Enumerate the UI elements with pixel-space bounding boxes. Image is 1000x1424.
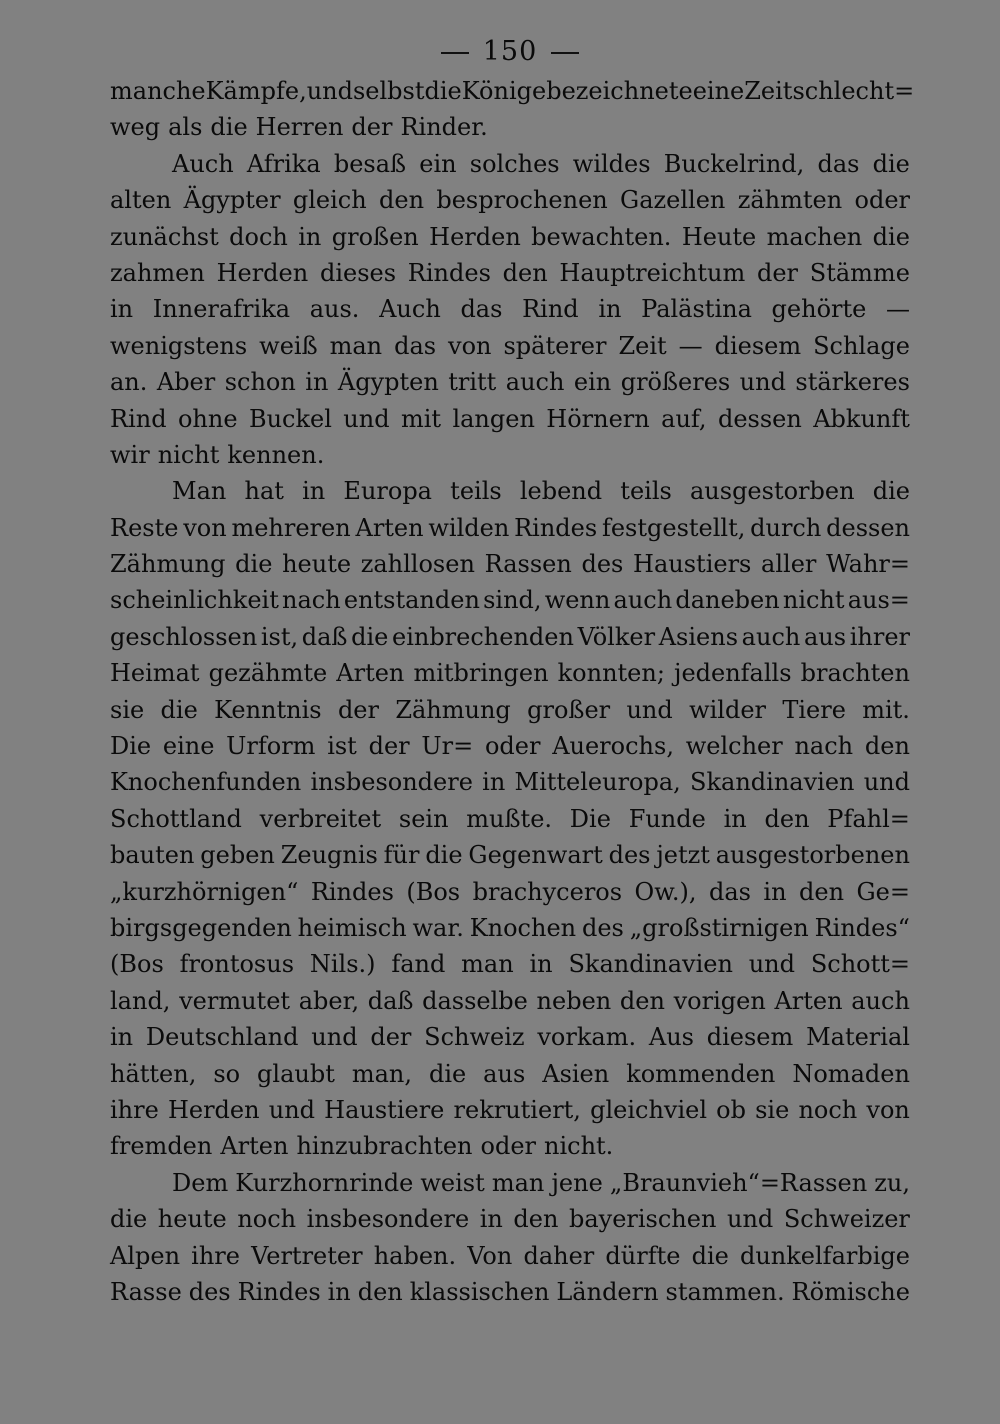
body-text [110,73,915,1310]
text-line: zahmen Herden dieses Rindes den Hauptreichtum der Stämme [110,258,910,287]
text-line: Knochenfunden insbesondere in Mitteleuropa, Skandinavien und [110,768,910,797]
text-line: alten Ägypter gleich den besprochenen Gazellen zähmten oder [110,186,910,215]
page-number: 150 [482,36,538,67]
text-line: an. Aber schon in Ägypten tritt auch ein größeres und stärkeres [110,368,910,397]
text-line: bauten geben Zeugnis für die Gegenwart des jetzt ausgestorbenen [110,841,910,870]
text-line: geschlossen ist, daß die einbrechenden Völker Asiens auch aus ihrer [110,622,910,651]
text-line: Dem Kurzhornrinde weist man jene „Braunvieh“=Rassen zu, [172,1168,910,1197]
text-line: in Deutschland und der Schweiz vorkam. Aus diesem Material [110,1023,910,1052]
text-line: in Innerafrika aus. Auch das Rind in Palästina gehörte — [110,295,910,324]
text-line: sie die Kenntnis der Zähmung großer und wilder Tiere mit. [110,695,910,724]
text-line: Zähmung die heute zahllosen Rassen des Haustiers aller Wahr= [110,550,910,579]
text-line: birgsgegenden heimisch war. Knochen des „großstirnigen Rindes“ [110,913,910,942]
text-line: wenigstens weiß man das von späterer Zeit — diesem Schlage [110,331,910,360]
text-line: land, vermutet aber, daß dasselbe neben den vorigen Arten auch [110,986,910,1015]
text-line: Schottland verbreitet sein mußte. Die Funde in den Pfahl= [110,804,910,833]
text-line: Heimat gezähmte Arten mitbringen konnten; jedenfalls brachten [110,659,910,688]
text-line: die heute noch insbesondere in den bayerischen und Schweizer [110,1205,910,1234]
text-line: Reste von mehreren Arten wilden Rindes festgestellt, durch dessen [110,513,910,542]
header-dash-left [441,52,469,54]
text-line: fremden Arten hinzubrachten oder nicht. [110,1132,614,1161]
text-line: scheinlichkeit nach entstanden sind, wenn auch daneben nicht aus= [110,586,910,615]
text-line: manche Kämpfe, und selbst die Könige bezeichnete eine Zeit schlecht= [110,77,915,105]
text-line: Alpen ihre Vertreter haben. Von daher dürfte die dunkelfarbige [110,1241,910,1270]
text-line: hätten, so glaubt man, die aus Asien kommenden Nomaden [110,1059,910,1088]
text-line: Rasse des Rindes in den klassischen Ländern stammen. Römische [110,1277,910,1306]
text-line: „kurzhörnigen“ Rindes (Bos brachyceros Ow.), das in den Ge= [110,877,910,906]
text-line: Die eine Urform ist der Ur= oder Auerochs, welcher nach den [110,732,910,761]
text-line: weg als die Herren der Rinder. [110,113,488,142]
text-line: ihre Herden und Haustiere rekrutiert, gleichviel ob sie noch von [110,1095,910,1124]
text-line: zunächst doch in großen Herden bewachten. Heute machen die [110,222,910,251]
book-page [110,32,915,1402]
text-line: Auch Afrika besaß ein solches wildes Buckelrind, das die [172,149,910,178]
text-line: (Bos frontosus Nils.) fand man in Skandinavien und Schott= [110,950,910,979]
text-line: wir nicht kennen. [110,440,325,469]
text-line: Rind ohne Buckel und mit langen Hörnern auf, dessen Abkunft [110,404,910,433]
page-header [110,32,910,72]
header-dash-right [551,52,579,54]
text-line: Man hat in Europa teils lebend teils ausgestorben die [172,477,910,506]
